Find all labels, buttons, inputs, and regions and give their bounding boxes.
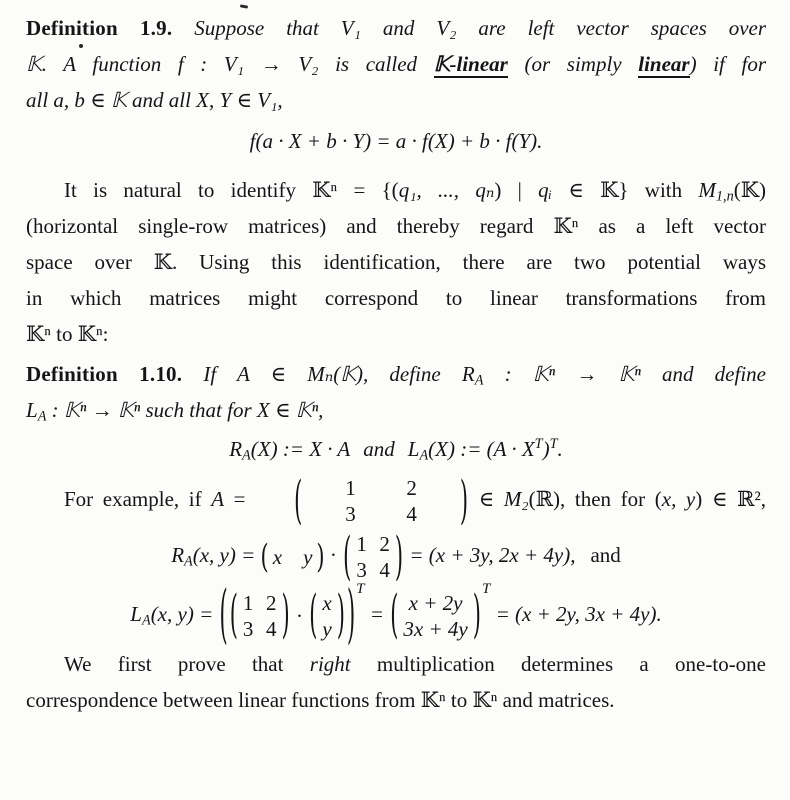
- subscript-A: A: [419, 447, 429, 464]
- left-paren: (: [294, 470, 303, 530]
- math-var: M: [698, 178, 716, 202]
- equation-text: f(a · X + b · Y) = a · f(X) + b · f(Y).: [249, 129, 543, 153]
- definition-text: all a, b ∈ 𝕂 and all X, Y ∈ V₁,: [26, 88, 283, 112]
- equation-text: =: [364, 601, 390, 626]
- vector-cell: x: [322, 590, 332, 615]
- equation-text: (X) := X · A: [250, 437, 351, 461]
- la-example-equation: [26, 577, 766, 651]
- vector-cell: y: [322, 616, 332, 641]
- body-text: For example, if: [64, 486, 212, 511]
- closing-paragraph-line-1: [26, 646, 766, 682]
- definition-text: : 𝕂ⁿ → 𝕂ⁿ and define: [483, 362, 766, 386]
- definition-1-10-line-1: [26, 356, 766, 392]
- definition-text: : 𝕂ⁿ → 𝕂ⁿ such that for X ∈ 𝕂ⁿ,: [46, 398, 324, 422]
- identification-paragraph-line-4: [26, 280, 766, 316]
- matrix-cells: [352, 532, 394, 582]
- math-var: L: [407, 437, 420, 461]
- definition-text: If A ∈ Mₙ(𝕂), define R: [203, 362, 475, 386]
- left-paren: (: [229, 585, 238, 644]
- identification-paragraph-line-2: [26, 208, 766, 244]
- equation-text: (X) := (A · X: [428, 437, 535, 461]
- body-text: in which matrices might correspond to linear transformations from: [26, 286, 766, 310]
- vector-cell: x: [272, 545, 283, 570]
- right-paren: ): [459, 470, 469, 530]
- ra-la-definition-equation: [26, 431, 766, 467]
- math-var: x, y: [661, 486, 696, 511]
- big-left-paren: (: [219, 577, 228, 651]
- matrix-cell: 4: [406, 502, 417, 527]
- matrix-A: [342, 526, 404, 586]
- subscript-A: A: [37, 408, 47, 425]
- equation-text: .: [557, 437, 563, 461]
- matrix-cell: 2: [379, 532, 390, 557]
- math-var: L: [130, 601, 142, 626]
- definition-text: ) if for: [689, 52, 767, 76]
- definition-text: (or simply: [524, 52, 622, 76]
- math-var: M₂: [503, 486, 529, 511]
- math-var: A: [211, 486, 225, 511]
- body-text: multiplication determines a one-to-one: [350, 651, 767, 676]
- body-text: 𝕂ⁿ to 𝕂ⁿ:: [26, 322, 109, 346]
- equation-text: = (x + 2y, 3x + 4y).: [490, 601, 662, 626]
- transpose-T: T: [549, 436, 558, 453]
- matrix-dims-subscript: 1,n: [715, 188, 734, 205]
- left-paren: (: [309, 585, 318, 644]
- scan-artifact: [79, 44, 83, 48]
- math-var: qᵢ: [538, 178, 552, 202]
- vector-cells: [399, 591, 471, 641]
- ra-example-equation: [26, 526, 766, 586]
- subscript-A: A: [474, 372, 484, 389]
- definition-1-10-line-2: [26, 392, 766, 428]
- transposed-product-group: [219, 577, 357, 651]
- identification-paragraph-line-3: [26, 244, 766, 280]
- right-paren: ): [472, 585, 481, 644]
- and-word: and: [363, 437, 395, 461]
- result-column-vector: [389, 585, 482, 644]
- identification-paragraph-line-1: [26, 172, 766, 208]
- body-text: correspondence between linear functions from 𝕂ⁿ to 𝕂ⁿ and matrices.: [26, 687, 615, 712]
- linearity-equation: [26, 123, 766, 159]
- equation-text: (x, y) =: [192, 543, 261, 568]
- dot-operator: ·: [329, 543, 337, 568]
- matrix-cell: 4: [379, 558, 390, 583]
- matrix-A: [229, 585, 291, 644]
- definition-text: L: [26, 398, 38, 422]
- math-var: R: [229, 437, 243, 461]
- left-paren: (: [343, 526, 352, 586]
- matrix-cell: 4: [266, 616, 277, 641]
- matrix-cell: 3: [356, 558, 367, 583]
- left-paren: (: [260, 538, 269, 576]
- and-word: and: [590, 543, 621, 568]
- matrix-cell: 1: [356, 532, 367, 557]
- matrix-cell: 2: [406, 476, 417, 500]
- subscript-A: A: [184, 553, 193, 570]
- definition-label: Definition 1.9.: [26, 16, 173, 40]
- matrix-cell: 1: [345, 476, 356, 500]
- right-paren: ): [281, 585, 290, 644]
- body-text: ) ∈ ℝ²,: [695, 486, 766, 511]
- dot-operator: ·: [295, 603, 303, 628]
- right-paren: ): [394, 526, 404, 586]
- column-vector-xy: [308, 585, 346, 644]
- body-text: We first prove that: [64, 651, 310, 676]
- transpose-T: T: [534, 436, 543, 453]
- row-vector-xy: [260, 538, 325, 576]
- matrix-cells: [239, 591, 281, 641]
- big-right-paren: ): [346, 577, 356, 651]
- example-paragraph: [26, 470, 766, 530]
- matrix-cell: 2: [266, 590, 277, 615]
- math-var: R: [171, 543, 185, 568]
- right-paren: ): [336, 585, 345, 644]
- transpose-T: T: [481, 580, 491, 597]
- transpose-T: T: [356, 580, 365, 597]
- equation-text: ): [542, 437, 550, 461]
- matrix-cells: [303, 476, 421, 526]
- body-text: =: [224, 486, 256, 511]
- definition-text: Suppose that V₁ and V₂ are left vector spaces over: [194, 16, 767, 40]
- body-text: (ℝ), then for (: [528, 486, 662, 511]
- subscript-A: A: [141, 612, 151, 629]
- body-text: It is natural to identify 𝕂ⁿ = {(: [64, 178, 399, 202]
- definition-text: 𝕂. A function f : V₁ → V₂ is called: [26, 52, 418, 76]
- body-text: space over 𝕂. Using this identification, there are two potential ways: [26, 250, 766, 274]
- vector-cell: x + 2y: [408, 590, 463, 615]
- matrix-A: [255, 470, 469, 530]
- body-text: ) |: [494, 178, 539, 202]
- matrix-cell: 3: [345, 502, 356, 527]
- closing-paragraph-line-2: [26, 682, 766, 718]
- vector-cell: y: [303, 545, 313, 570]
- emphasis-right: right: [309, 651, 351, 676]
- subscript-A: A: [242, 447, 251, 464]
- definition-label: Definition 1.10.: [26, 362, 183, 386]
- definition-1-9-line-2: [26, 46, 766, 82]
- matrix-cell: 3: [242, 616, 254, 641]
- term-k-linear: 𝕂-linear: [433, 52, 508, 76]
- body-text: ∈: [469, 486, 504, 511]
- definition-1-9-line-3: [26, 82, 766, 118]
- scan-artifact: [240, 4, 248, 8]
- body-text: (horizontal single-row matrices) and thereby regard 𝕂ⁿ as a left vector: [26, 214, 766, 238]
- math-var: q₁, ..., qₙ: [398, 178, 495, 202]
- vector-cell: 3x + 4y: [403, 616, 468, 641]
- definition-1-9-line-1: [26, 10, 766, 46]
- equation-text: = (x + 3y, 2x + 4y),: [404, 543, 576, 568]
- body-text: ∈ 𝕂} with: [552, 178, 699, 202]
- body-text: (𝕂): [733, 178, 767, 202]
- vector-cells: [318, 591, 335, 641]
- term-linear: linear: [638, 52, 690, 76]
- identification-paragraph-line-5: [26, 316, 766, 352]
- matrix-cell: 1: [242, 590, 254, 615]
- equation-text: (x, y) =: [150, 601, 219, 626]
- right-paren: ): [316, 538, 325, 576]
- vector-cells: [269, 545, 317, 569]
- left-paren: (: [390, 585, 399, 644]
